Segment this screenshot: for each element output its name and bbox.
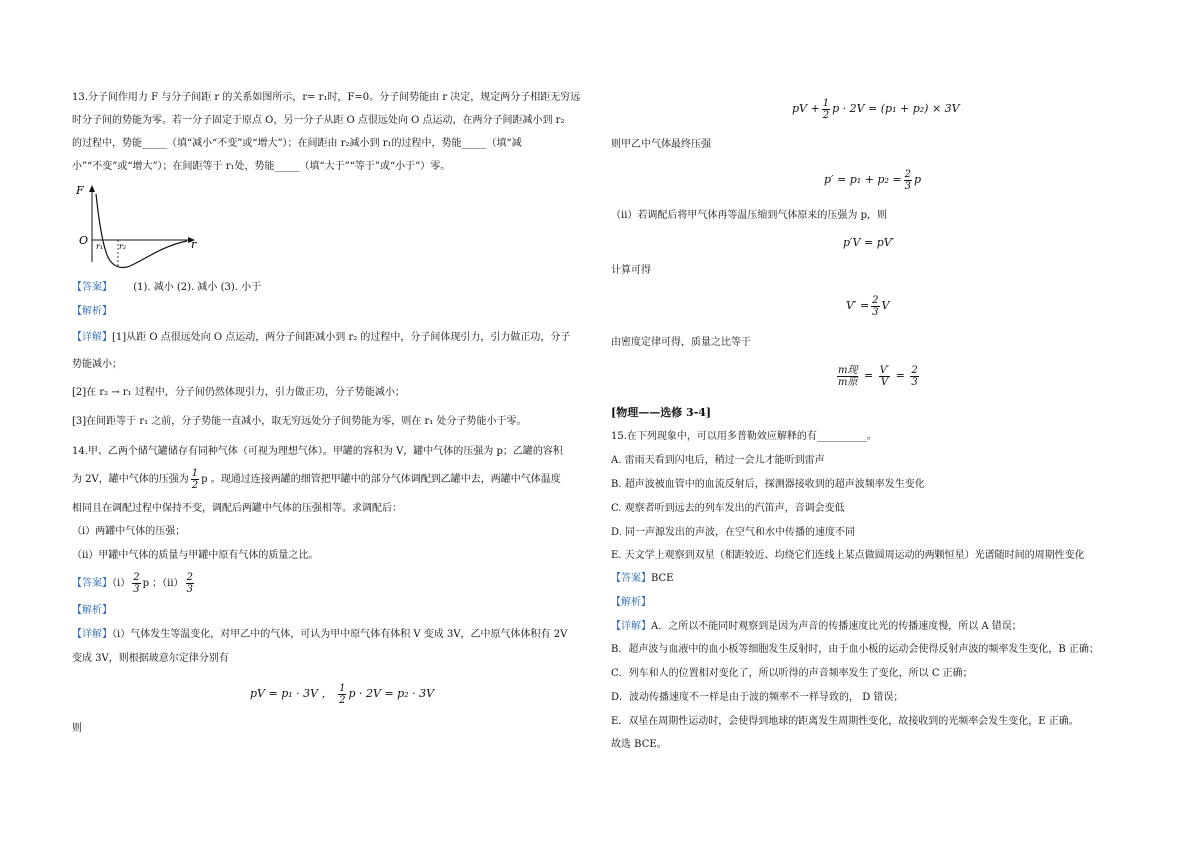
equation-part: pV = p₁ · 3V ， <box>250 687 333 700</box>
option-c: C. 观察者听到远去的列车发出的汽笛声，音调会变低 <box>611 503 845 514</box>
answer-14 <box>72 570 196 598</box>
graph-origin-label: O <box>79 234 89 247</box>
equation-volume <box>846 292 889 320</box>
analysis-14-tag: 【解析】 <box>72 605 112 616</box>
detail-14-line-2: 变成 3V，则根据玻意尔定律分别有 <box>72 653 229 664</box>
answer-14-part-2: p ；（ii） <box>142 578 184 589</box>
q13-line-4: 小”“不变”或“增大”）；在间距等于 r₁处，势能_____（填“大于”“等于”或“小于”）零。 <box>72 161 451 172</box>
equation-final-pressure <box>824 166 921 194</box>
fraction-denominator: 2 <box>191 480 199 491</box>
q14-line-2 <box>72 466 561 494</box>
fraction-denominator: V <box>880 376 889 388</box>
fraction-numerator: 2 <box>904 168 911 180</box>
answer-14-part-1: （i） <box>112 578 131 589</box>
detail-13-line-1 <box>72 331 570 345</box>
answer-tag: 【答案】 <box>72 578 112 589</box>
detail-15-line-d: D．波动传播速度不一样是由于波的频率不一样导致的， D 错误； <box>611 692 904 703</box>
detail-13-line-2: 势能减小； <box>72 359 122 370</box>
q14-line-1: 14.甲、乙两个储气罐储存有同种气体（可视为理想气体）。甲罐的容积为 V，罐中气体的压强为 p；乙罐的容积 <box>72 446 563 457</box>
fraction-denominator: 3 <box>872 306 879 318</box>
option-b: B. 超声波被血管中的血流反射后，探测器接收到的超声波频率发生变化 <box>611 479 925 490</box>
answer-15 <box>611 572 674 586</box>
fraction-two-thirds <box>132 572 140 595</box>
detail-14-text-1: （i）气体发生等温变化，对甲乙中的气体，可认为甲中原气体有体积 V 变成 3V，乙中原气体体积有 2V <box>112 629 568 640</box>
fraction-numerator: V′ <box>879 364 890 376</box>
fraction-half <box>822 98 830 121</box>
q14-line-4: （i）两罐中气体的压强； <box>72 526 186 537</box>
equation-part: V′ = <box>846 299 870 312</box>
detail-15-line-a <box>611 620 1022 634</box>
fraction-denominator: 3 <box>911 376 918 388</box>
detail-13-text-1: [1]从距 O 点很远处向 O 点运动，两分子间距减小到 r₂ 的过程中，分子间体现引力，引力做正功，分子 <box>112 332 571 343</box>
answer-13 <box>72 281 261 295</box>
equation-isothermal: p′V = pV′ <box>843 236 895 249</box>
fraction-numerator: 2 <box>872 294 879 306</box>
q14-line-2a: 为 2V，罐中气体的压强为 <box>72 474 189 485</box>
fraction-numerator: 2 <box>911 364 918 376</box>
fraction-numerator: m现 <box>838 364 858 376</box>
force-distance-graph <box>72 182 202 272</box>
detail-15-conclusion: 故选 BCE。 <box>611 739 667 750</box>
fraction-volume <box>879 365 891 388</box>
q13-line-3: 的过程中，势能_____（填“减小“不变”或“增大”）；在间距由 r₂减小到 r₁的过程中，势能_____（填“减 <box>72 138 522 149</box>
answer-tag: 【答案】 <box>611 573 651 584</box>
equation-part: p · 2V = (p₁ + p₂) × 3V <box>832 102 960 115</box>
fraction-denominator: 3 <box>904 180 911 192</box>
fraction-denominator: 3 <box>186 584 193 595</box>
detail-13-line-4: [3]在间距等于 r₁ 之前，分子势能一直减小，取无穷远处分子间势能为零，则在 r₁ 处分子势能小于零。 <box>72 416 527 427</box>
fraction-mass <box>837 365 858 388</box>
fraction-half <box>191 468 199 491</box>
fraction-numerator: 1 <box>822 97 830 109</box>
option-d: D. 同一声源发出的声波，在空气和水中传播的速度不同 <box>611 527 856 538</box>
right-text-2: （ii）若调配后将甲气体再等温压缩到气体原来的压强为 p，则 <box>611 210 887 221</box>
equation-part: p <box>913 173 921 186</box>
answer-13-text: (1). 减小 (2). 减小 (3). 小于 <box>133 282 262 293</box>
answer-15-text: BCE <box>651 573 674 584</box>
q14-line-2b: p 。现通过连接两罐的细管把甲罐中的部分气体调配到乙罐中去，两罐中气体温度 <box>201 474 561 485</box>
fraction-numerator: 1 <box>191 468 199 479</box>
analysis-13-tag: 【解析】 <box>72 306 112 317</box>
q13-line-1: 13.分子间作用力 F 与分子间距 r 的关系如图所示，r= r₁时，F=0。分子间势能由 r 决定，规定两分子相距无穷远 <box>72 92 581 103</box>
option-e: E. 天文学上观察到双星（相距较近、均绕它们连线上某点做圆周运动的两颗恒星）光谱随时间的周期性变化 <box>611 550 1085 561</box>
fraction-denominator: m原 <box>838 376 858 388</box>
graph-r1-label: r₁ <box>96 242 104 251</box>
equation-boyle-1 <box>250 680 434 708</box>
detail-14-line-1 <box>72 628 567 642</box>
fraction-half <box>338 683 346 706</box>
equation-sum <box>792 95 960 123</box>
fraction-two-thirds <box>910 365 918 388</box>
q14-line-3: 相同且在调配过程中保持不变，调配后两罐中气体的压强相等。求调配后： <box>72 503 402 514</box>
detail-tag: 【详解】 <box>72 332 112 343</box>
fraction-numerator: 2 <box>186 572 193 583</box>
fraction-denominator: 2 <box>339 694 346 706</box>
q15-stem: 15.在下列现象中，可以用多普勒效应解释的有__________。 <box>611 431 877 442</box>
option-a: A. 雷雨天看到闪电后，稍过一会儿才能听到雷声 <box>611 455 825 466</box>
detail-15-line-b: B．超声波与血液中的血小板等细胞发生反射时，由于血小板的运动会使得反射声波的频率发生变化，B 正确； <box>611 644 1099 655</box>
equation-part: V <box>881 299 890 312</box>
answer-tag: 【答案】 <box>72 282 112 293</box>
fraction-denominator: 2 <box>822 109 830 121</box>
fraction-two-thirds <box>186 572 194 595</box>
detail-13-line-3: [2]在 r₂ → r₁ 过程中，分子间仍然体现引力，引力做正功，分子势能减小； <box>72 387 405 398</box>
section-heading: [物理——选修 3-4] <box>611 406 712 419</box>
right-text-4: 由密度定律可得，质量之比等于 <box>611 337 751 348</box>
fraction-two-thirds <box>871 295 879 318</box>
equation-part: pV + <box>792 102 820 115</box>
fraction-two-thirds <box>904 169 912 192</box>
detail-15-line-c: C．列车和人的位置相对变化了，所以听得的声音频率发生了变化，所以 C 正确； <box>611 668 973 679</box>
equation-part: p · 2V = p₂ · 3V <box>348 687 435 700</box>
equation-mass-ratio: $\frac{\text{m现}}{\text{m原}}$ = $\frac{V'}{V}$ = $\frac{2}{3}$ <box>838 364 918 388</box>
graph-x-label: r <box>191 238 197 251</box>
q14-line-5: （ii）甲罐中气体的质量与甲罐中原有气体的质量之比。 <box>72 550 319 561</box>
fraction-numerator: 1 <box>339 682 346 694</box>
then-text: 则 <box>72 723 82 734</box>
graph-y-label: F <box>76 184 84 197</box>
equation-part: p′ = p₁ + p₂ = <box>824 173 902 186</box>
detail-tag: 【详解】 <box>611 621 651 632</box>
detail-15-line-e: E．双星在周期性运动时，会使得到地球的距离发生周期性变化，故接收到的光频率会发生变化，E 正确。 <box>611 716 1079 727</box>
right-text-3: 计算可得 <box>611 265 651 276</box>
q13-line-2: 时分子间的势能为零。若一分子固定于原点 O，另一分子从距 O 点很远处向 O 点运动，在两分子间距减小到 r₂ <box>72 115 565 126</box>
right-text-1: 则甲乙中气体最终压强 <box>611 139 711 150</box>
detail-tag: 【详解】 <box>72 629 112 640</box>
analysis-15-tag: 【解析】 <box>611 597 651 608</box>
fraction-numerator: 2 <box>133 572 140 583</box>
fraction-denominator: 3 <box>133 584 140 595</box>
detail-15-text-a: A．之所以不能同时观察到是因为声音的传播速度比光的传播速度慢，所以 A 错误； <box>651 621 1022 632</box>
graph-r2-label: r₂ <box>119 242 127 251</box>
